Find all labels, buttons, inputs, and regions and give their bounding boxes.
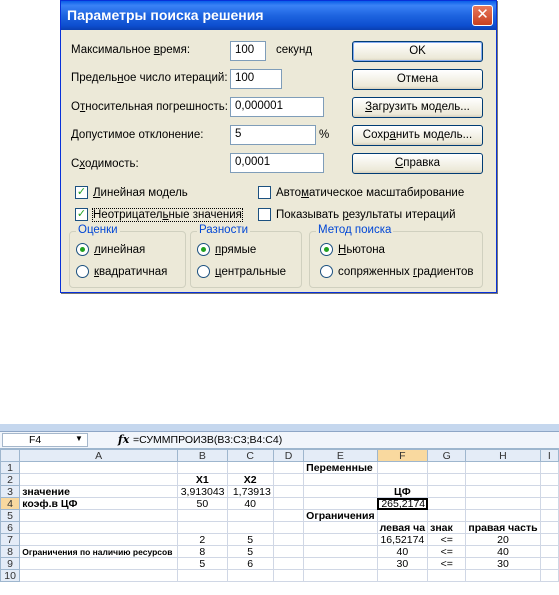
cell[interactable] — [227, 522, 273, 534]
cell[interactable]: ЦФ — [377, 486, 428, 498]
cell[interactable]: 16,52174 — [377, 534, 428, 546]
cell[interactable] — [304, 558, 377, 570]
row-header-selected[interactable]: 4 — [1, 498, 20, 510]
cell[interactable] — [540, 462, 558, 474]
cell-grid — [0, 449, 559, 582]
column-header-selected[interactable]: F — [377, 450, 428, 462]
cell[interactable] — [540, 546, 558, 558]
tolerance-label: Допустимое отклонение: — [71, 129, 204, 141]
estimates-quadratic-label: квадратичная — [94, 265, 168, 278]
cell[interactable] — [540, 474, 558, 486]
auto-scale-label: Автоматическое масштабирование — [276, 186, 465, 199]
cell[interactable] — [428, 486, 466, 498]
cancel-button[interactable]: Отмена — [352, 69, 483, 90]
dropdown-arrow-icon[interactable]: ▼ — [75, 434, 83, 443]
precision-label: Относительная погрешность: — [71, 101, 228, 113]
cell[interactable]: 5 — [227, 534, 273, 546]
cell[interactable] — [377, 462, 428, 474]
estimates-quadratic-radio[interactable] — [76, 265, 167, 278]
toolbar-strip — [0, 424, 559, 432]
table-row — [1, 546, 559, 558]
cell[interactable] — [273, 522, 303, 534]
differences-forward-radio[interactable] — [197, 243, 256, 256]
cell[interactable] — [227, 510, 273, 522]
column-header[interactable]: A — [20, 450, 178, 462]
max-time-input[interactable]: 100 — [230, 41, 266, 61]
cell[interactable]: 5 — [178, 558, 227, 570]
cell[interactable] — [273, 462, 303, 474]
non-negative-checkbox[interactable] — [75, 208, 242, 221]
cell[interactable]: 1,73913 — [227, 486, 273, 498]
table-row — [1, 462, 559, 474]
table-row — [1, 474, 559, 486]
cell[interactable] — [428, 570, 466, 582]
cell[interactable] — [540, 522, 558, 534]
search-method-group-title: Метод поиска — [318, 224, 392, 236]
cell[interactable] — [540, 498, 558, 510]
column-header[interactable]: G — [428, 450, 466, 462]
table-row — [1, 510, 559, 522]
max-time-unit: секунд — [276, 44, 313, 56]
show-iterations-label: Показывать результаты итераций — [276, 208, 456, 221]
cell[interactable]: 20 — [466, 534, 540, 546]
cell[interactable] — [273, 558, 303, 570]
cell[interactable]: X1 — [178, 474, 227, 486]
max-iterations-input[interactable]: 100 — [230, 69, 282, 89]
radio-selected-icon — [320, 243, 333, 256]
cell[interactable] — [273, 546, 303, 558]
differences-forward-label: прямые — [215, 243, 257, 256]
search-method-group — [309, 224, 483, 288]
column-header[interactable]: E — [304, 450, 377, 462]
table-row — [1, 534, 559, 546]
cell[interactable] — [377, 474, 428, 486]
differences-group — [190, 224, 302, 288]
radio-empty-icon — [76, 265, 89, 278]
cell[interactable] — [273, 498, 303, 510]
cell[interactable]: 6 — [227, 558, 273, 570]
cell[interactable] — [227, 570, 273, 582]
cell[interactable] — [178, 510, 227, 522]
active-cell[interactable]: 265,2174 — [377, 498, 428, 510]
cell[interactable] — [377, 570, 428, 582]
column-header[interactable]: C — [227, 450, 273, 462]
cell[interactable] — [178, 462, 227, 474]
dialog-title: Параметры поиска решения — [67, 7, 264, 23]
cell[interactable]: 40 — [466, 546, 540, 558]
cell[interactable] — [428, 474, 466, 486]
radio-empty-icon — [320, 265, 333, 278]
cell[interactable]: левая ча — [377, 522, 428, 534]
cell[interactable]: 3,913043 — [178, 486, 227, 498]
cell[interactable]: <= — [428, 546, 466, 558]
save-model-button[interactable]: Сохранить модель... — [352, 125, 483, 146]
checkmark-icon: ✓ — [76, 208, 87, 220]
cell[interactable]: правая часть — [466, 522, 540, 534]
max-time-label: Максимальное время: — [71, 44, 191, 56]
cell[interactable]: 40 — [377, 546, 428, 558]
cell[interactable] — [540, 534, 558, 546]
estimates-group-title: Оценки — [78, 224, 118, 236]
table-row — [1, 570, 559, 582]
cell[interactable] — [227, 462, 273, 474]
cell[interactable] — [273, 486, 303, 498]
cell[interactable]: значение — [20, 486, 178, 498]
cell[interactable] — [540, 558, 558, 570]
cell[interactable] — [304, 534, 377, 546]
checkbox-empty-icon — [258, 208, 271, 221]
show-iterations-checkbox[interactable] — [258, 208, 456, 221]
row-header[interactable]: 7 — [1, 534, 20, 546]
cell[interactable] — [428, 462, 466, 474]
cell[interactable] — [540, 570, 558, 582]
convergence-label: Сходимость: — [71, 158, 139, 170]
solver-options-dialog — [60, 0, 497, 293]
close-icon[interactable]: ✕ — [472, 5, 493, 26]
row-header[interactable]: 3 — [1, 486, 20, 498]
cell[interactable] — [20, 462, 178, 474]
tolerance-unit: % — [319, 129, 330, 141]
row-header[interactable]: 5 — [1, 510, 20, 522]
cell[interactable]: 30 — [377, 558, 428, 570]
row-header[interactable]: 10 — [1, 570, 20, 582]
linear-model-label: Линейная модель — [93, 186, 188, 199]
column-header[interactable]: I — [540, 450, 558, 462]
estimates-linear-label: линейная — [94, 243, 146, 256]
cell[interactable]: 50 — [178, 498, 227, 510]
cell[interactable]: <= — [428, 534, 466, 546]
cell[interactable] — [304, 546, 377, 558]
cell[interactable] — [304, 498, 377, 510]
non-negative-label: Неотрицательные значения — [93, 208, 242, 221]
cell[interactable] — [20, 570, 178, 582]
cell[interactable]: 2 — [178, 534, 227, 546]
help-button[interactable]: Справка — [352, 153, 483, 174]
convergence-input[interactable]: 0,0001 — [230, 153, 324, 173]
cell[interactable] — [20, 534, 178, 546]
differences-group-title: Разности — [199, 224, 249, 236]
method-newton-radio[interactable] — [320, 243, 385, 256]
table-row — [1, 486, 559, 498]
row-header[interactable]: 6 — [1, 522, 20, 534]
cell[interactable]: 8 — [178, 546, 227, 558]
cell[interactable] — [20, 510, 178, 522]
cell[interactable] — [428, 498, 466, 510]
cell[interactable]: Ограничения — [304, 510, 377, 522]
cell[interactable] — [304, 474, 377, 486]
precision-input[interactable]: 0,000001 — [230, 97, 324, 117]
row-header[interactable]: 9 — [1, 558, 20, 570]
row-header[interactable]: 8 — [1, 546, 20, 558]
cell[interactable] — [304, 522, 377, 534]
cell[interactable] — [540, 510, 558, 522]
differences-central-radio[interactable] — [197, 265, 286, 278]
table-row — [1, 558, 559, 570]
cell[interactable] — [20, 474, 178, 486]
cell[interactable] — [540, 486, 558, 498]
radio-empty-icon — [197, 265, 210, 278]
cell[interactable] — [466, 486, 540, 498]
method-conjugate-radio[interactable] — [320, 265, 474, 278]
column-header[interactable]: B — [178, 450, 227, 462]
cell[interactable] — [377, 510, 428, 522]
cell[interactable]: 30 — [466, 558, 540, 570]
cell[interactable] — [304, 486, 377, 498]
table-row — [1, 498, 559, 510]
max-iterations-label: Предельное число итераций: — [71, 72, 228, 84]
estimates-linear-radio[interactable] — [76, 243, 145, 256]
cell[interactable] — [466, 570, 540, 582]
formula-input[interactable]: =СУММПРОИЗВ(B3:C3;B4:C4) — [133, 434, 283, 446]
column-header-row — [1, 450, 559, 462]
cell[interactable]: Ограничения по наличию ресурсов — [20, 546, 178, 558]
row-header[interactable]: 1 — [1, 462, 20, 474]
checkmark-icon: ✓ — [76, 186, 87, 198]
column-header[interactable]: H — [466, 450, 540, 462]
estimates-group — [69, 224, 186, 288]
ok-button[interactable]: OK — [352, 41, 483, 62]
differences-central-label: центральные — [215, 265, 286, 278]
method-conjugate-label: сопряженных градиентов — [338, 265, 474, 278]
linear-model-checkbox[interactable] — [75, 186, 188, 199]
radio-selected-icon — [197, 243, 210, 256]
spreadsheet — [0, 424, 559, 595]
load-model-button[interactable]: Загрузить модель... — [352, 97, 483, 118]
cell[interactable] — [273, 534, 303, 546]
cell[interactable] — [20, 522, 178, 534]
cell[interactable]: X2 — [227, 474, 273, 486]
cell[interactable] — [178, 570, 227, 582]
cell[interactable]: Переменные — [304, 462, 377, 474]
cell[interactable] — [466, 498, 540, 510]
tolerance-input[interactable]: 5 — [230, 125, 316, 145]
cell[interactable] — [466, 510, 540, 522]
cell[interactable] — [273, 474, 303, 486]
cell[interactable] — [178, 522, 227, 534]
cell[interactable]: знак — [428, 522, 466, 534]
cell[interactable]: 5 — [227, 546, 273, 558]
table-row — [1, 522, 559, 534]
dialog-titlebar[interactable] — [61, 1, 496, 30]
cell[interactable] — [466, 462, 540, 474]
cell[interactable]: коэф.в ЦФ — [20, 498, 178, 510]
method-newton-label: Ньютона — [338, 243, 385, 256]
row-header[interactable]: 2 — [1, 474, 20, 486]
radio-selected-icon — [76, 243, 89, 256]
checkbox-empty-icon — [258, 186, 271, 199]
cell[interactable] — [273, 510, 303, 522]
select-all-corner[interactable] — [1, 450, 20, 462]
auto-scale-checkbox[interactable] — [258, 186, 464, 199]
fx-icon[interactable]: fx — [118, 433, 130, 446]
name-box[interactable]: F4 — [2, 433, 88, 447]
cell[interactable]: 40 — [227, 498, 273, 510]
cell[interactable] — [273, 570, 303, 582]
cell[interactable] — [466, 474, 540, 486]
cell[interactable] — [428, 510, 466, 522]
column-header[interactable]: D — [273, 450, 303, 462]
cell[interactable] — [20, 558, 178, 570]
cell[interactable]: <= — [428, 558, 466, 570]
cell[interactable] — [304, 570, 377, 582]
formula-bar — [0, 432, 559, 449]
